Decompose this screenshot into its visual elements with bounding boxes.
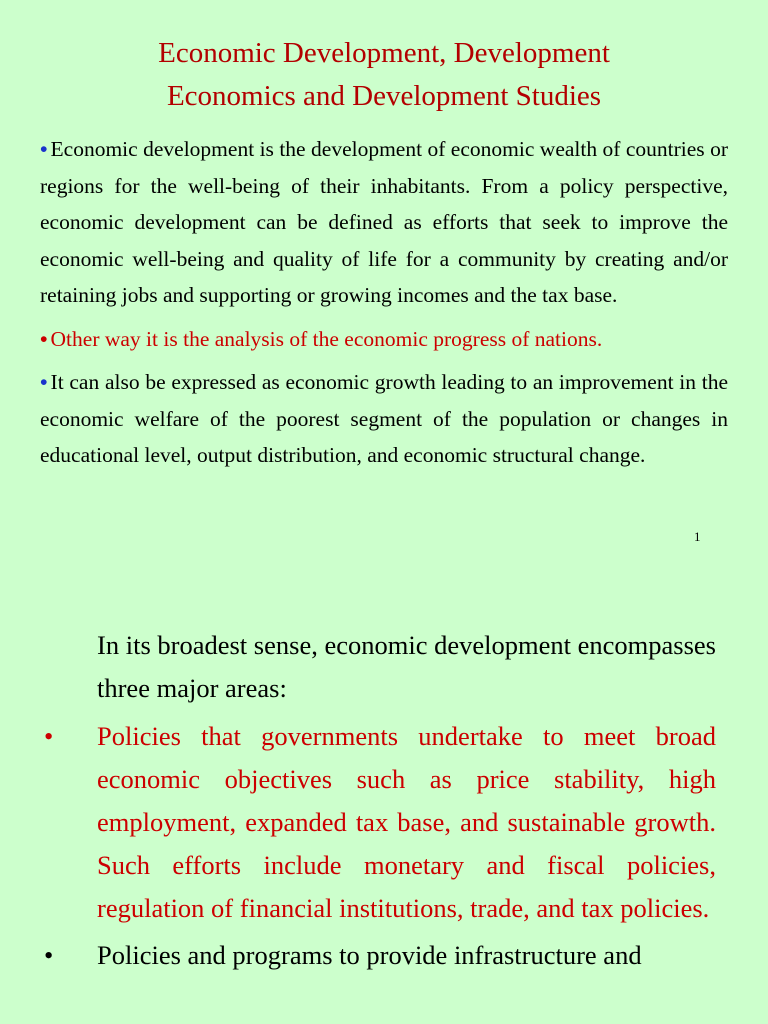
slide2-body [40, 624, 716, 981]
bullet-icon: • [40, 137, 48, 161]
slide1-body [40, 131, 728, 481]
paragraph-other-way [40, 321, 728, 358]
bullet-icon: • [40, 326, 48, 351]
intro-paragraph: In its broadest sense, economic development encompasses three major areas: [97, 630, 716, 703]
paragraph-definition [40, 131, 728, 314]
list-item-text: Policies that governments undertake to meet broad economic objectives such as price stability, high employment, expanded tax base, and sustainable growth. Such efforts include monetary and fiscal policies, regulation of financial institutions, trade, and tax policies. [97, 721, 716, 923]
bullet-icon: • [40, 370, 48, 394]
slide-title [40, 32, 728, 118]
bullet-icon: • [44, 721, 54, 751]
title-line-1: Economic Development, Development [158, 37, 610, 69]
title-line-2: Economics and Development Studies [166, 80, 602, 112]
list-item-infrastructure [40, 934, 716, 977]
page-number: 1 [694, 529, 701, 544]
paragraph-growth [40, 364, 728, 474]
paragraph-text: Other way it is the analysis of the economic progress of nations. [50, 326, 603, 351]
bullet-icon: • [44, 940, 54, 970]
paragraph-text: It can also be expressed as economic growth leading to an improvement in the economic welfare of the poorest segment of the population or changes in educational level, output distribution, and economic structural change. [40, 370, 728, 467]
paragraph-text: Economic development is the development of economic wealth of countries or regions for the well-being of their inhabitants. From a policy perspective, economic development can be defined as efforts that seek to improve the economic well-being and quality of life for a community by creating and/or retaining jobs and supporting or growing incomes and the tax base. [40, 137, 728, 307]
list-item-text: Policies and programs to provide infrastructure and [97, 940, 642, 970]
list-item-policies [40, 715, 716, 930]
